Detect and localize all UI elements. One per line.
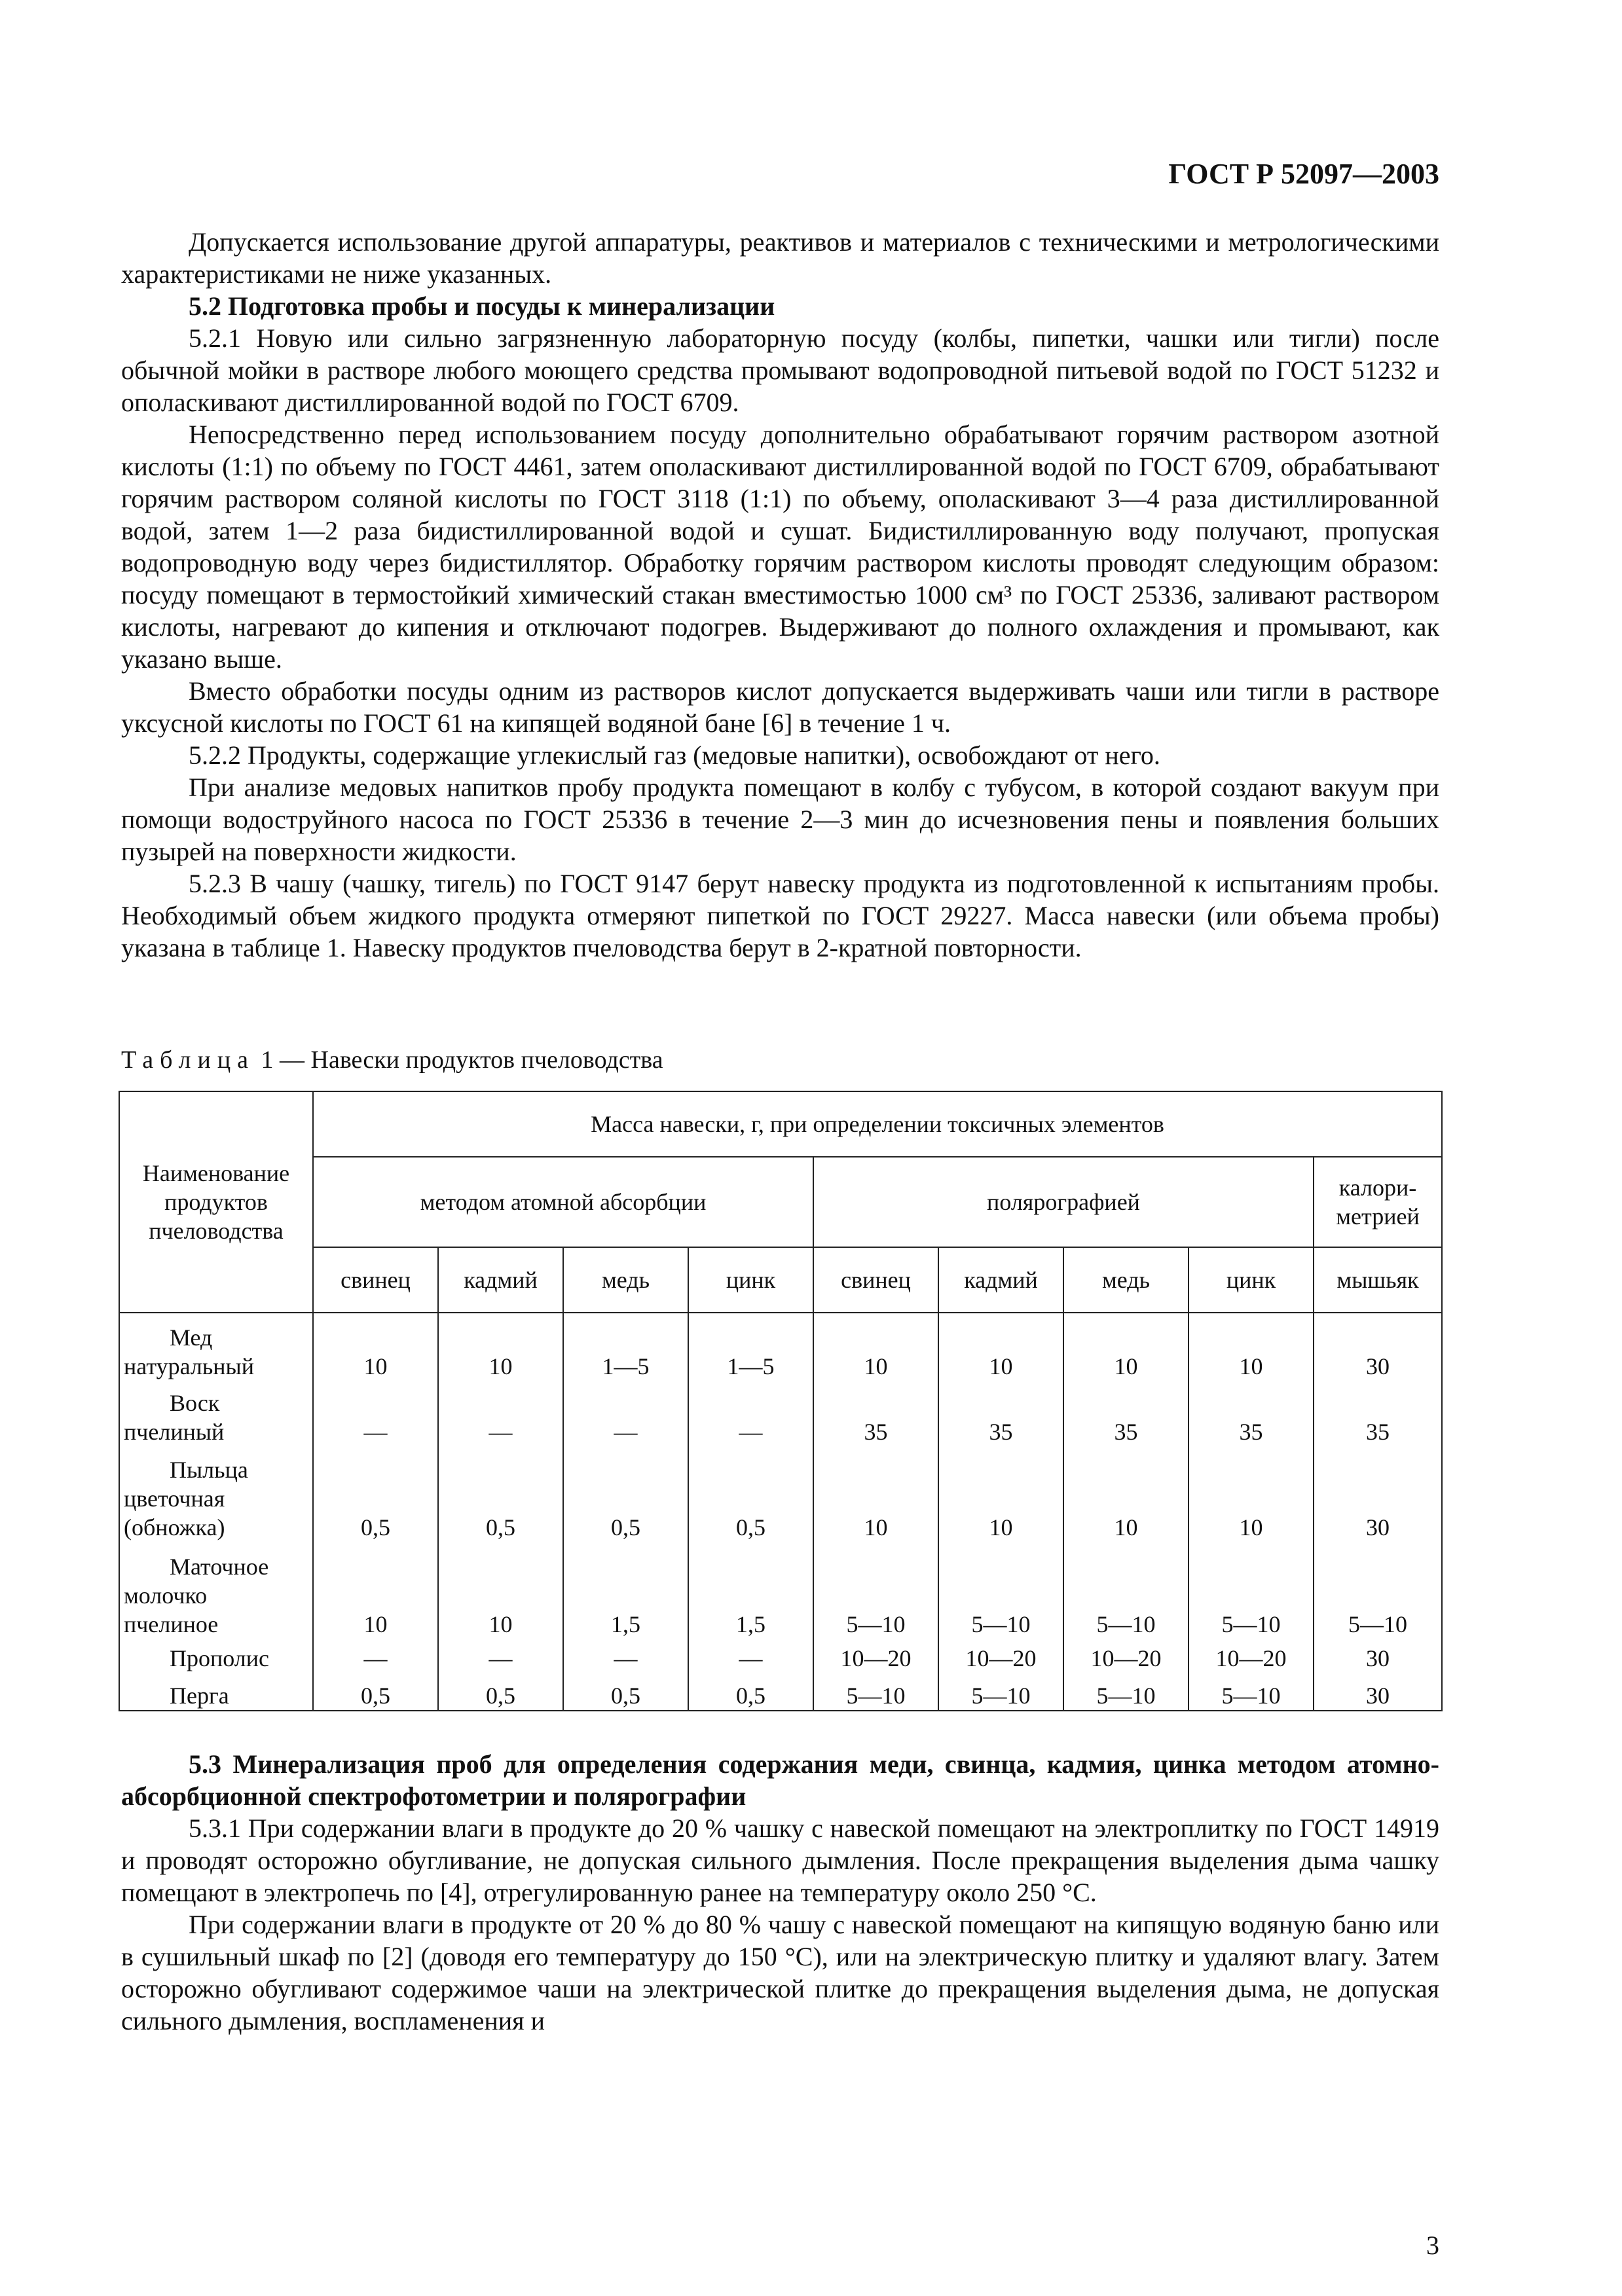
value-cell: 30 [1314,1639,1442,1673]
method-header-aas: методом атомной абсорбции [313,1157,813,1247]
value-cell: — [563,1639,688,1673]
table-row [119,1639,1442,1673]
product-name-line: Воск [170,1390,220,1416]
value-cell: 35 [813,1381,938,1446]
paragraph: Вместо обработки посуды одним из растворов кислот допускается выдерживать чаши или тигли в растворе уксусной кислоты по ГОСТ 61 на кипящей водяной бане [6] в течение 1 ч. [121,676,1439,738]
product-name-cell [119,1673,313,1711]
paragraph: Непосредственно перед использованием посуду дополнительно обрабатывают горячим раствором азотной кислоты (1:1) по объему по ГОСТ 4461, затем ополаскивают дистиллированной водой по ГОСТ 6709, обрабатывают горячим раствором соляной кислоты по ГОСТ 3118 (1:1) по объему, ополаскивают 3—4 раза дистиллированной водой, затем 1—2 раза бидистиллированной водой и сушат. Бидистиллированную воду получают, пропуская водопроводную воду через бидистиллятор. Обработку горячим раствором кислоты проводят следующим образом: посуду помещают в термостойкий химический стакан вместимостью 1000 см³ по ГОСТ 25336, заливают раствором кислоты, нагревают до кипения и отключают подогрев. Выдерживают до полного охлаждения и промывают, как указано выше. [121,420,1439,674]
value-cell: 10 [813,1313,938,1381]
page-number: 3 [1426,2231,1439,2260]
value-cell: 10 [438,1542,563,1639]
product-name-line: натуральный [124,1353,254,1379]
paragraph: 5.2.3 В чашу (чашку, тигель) по ГОСТ 9147 берут навеску продукта из подготовленной к испытаниям пробы. Необходимый объем жидкого продукта отмеряют пипеткой по ГОСТ 29227. Масса навески (или объема пробы) указана в таблице 1. Навеску продуктов пчеловодства берут в 2-кратной повторности. [121,869,1439,962]
value-cell: 5—10 [1189,1542,1314,1639]
product-name-line: Пыльца [170,1457,248,1483]
element-header: кадмий [438,1247,563,1313]
value-cell: 5—10 [1063,1542,1189,1639]
value-cell: 10—20 [1189,1639,1314,1673]
value-cell: 5—10 [1063,1673,1189,1711]
value-cell: 0,5 [313,1673,438,1711]
value-cell: 10 [1063,1313,1189,1381]
value-cell: — [438,1639,563,1673]
value-cell: 35 [1314,1381,1442,1446]
value-cell: 10—20 [938,1639,1063,1673]
text-block-bottom [121,1748,1439,2037]
value-cell: 10 [813,1446,938,1542]
table-sample-masses [119,1091,1443,1711]
product-name-line: Прополис [170,1645,269,1671]
value-cell: 0,5 [438,1673,563,1711]
value-cell: — [563,1381,688,1446]
paragraph: 5.2.1 Новую или сильно загрязненную лабораторную посуду (колбы, пипетки, чашки или тигли) после обычной мойки в растворе любого моющего средства промывают водопроводной питьевой водой по ГОСТ 51232 и ополаскивают дистиллированной водой по ГОСТ 6709. [121,323,1439,417]
product-name-line: Перга [170,1683,229,1709]
value-cell: 1,5 [563,1542,688,1639]
table-caption-text: 1 — Навески продуктов пчеловодства [255,1046,663,1074]
value-cell: 0,5 [438,1446,563,1542]
value-cell: 35 [938,1381,1063,1446]
product-name-line: молочко [124,1582,208,1609]
text-block-top [121,226,1439,964]
paragraph: При содержании влаги в продукте от 20 % до 80 % чашу с навеской помещают на кипящую водяную баню или в сушильный шкаф по [2] (доводя его температуру до 150 °С), или на электрическую плитку и удаляют влагу. Затем осторожно обугливают содержимое чаши на электрической плитке до прекращения выделения дыма, не допуская сильного дымления, воспламенения и [121,1910,1439,2035]
value-cell: 0,5 [313,1446,438,1542]
value-cell: — [438,1381,563,1446]
value-cell: 5—10 [813,1542,938,1639]
element-header: свинец [813,1247,938,1313]
value-cell: 5—10 [813,1673,938,1711]
column-header-product: Наименование продуктов пчеловодства [119,1091,313,1313]
value-cell: 10 [938,1446,1063,1542]
table-caption [121,1044,663,1076]
value-cell: 35 [1189,1381,1314,1446]
product-name-cell [119,1446,313,1542]
value-cell: 5—10 [1189,1673,1314,1711]
element-header: медь [1063,1247,1189,1313]
element-header: мышьяк [1314,1247,1442,1313]
product-name-line: пчелиный [124,1419,225,1445]
value-cell: 0,5 [688,1673,813,1711]
paragraph: 5.3.1 При содержании влаги в продукте до 20 % чашку с навеской помещают на электроплитку по ГОСТ 14919 и проводят осторожно обугливание, не допуская сильного дымления. После прекращения выделения дыма чашку помещают в электропечь по [4], отрегулированную ранее на температуру около 250 °С. [121,1813,1439,1907]
element-header: свинец [313,1247,438,1313]
value-cell: 10 [1189,1313,1314,1381]
value-cell: 30 [1314,1313,1442,1381]
value-cell: 5—10 [1314,1542,1442,1639]
product-name-line: цветочная [124,1485,225,1512]
value-cell: 30 [1314,1446,1442,1542]
element-header: медь [563,1247,688,1313]
element-header: кадмий [938,1247,1063,1313]
value-cell: 0,5 [563,1446,688,1542]
table-row [119,1542,1442,1639]
product-name-line: Маточное [170,1554,269,1580]
paragraph: Допускается использование другой аппаратуры, реактивов и материалов с техническими и метрологическими характеристиками не ниже указанных. [121,227,1439,289]
value-cell: 5—10 [938,1673,1063,1711]
element-header: цинк [688,1247,813,1313]
value-cell: — [688,1639,813,1673]
value-cell: 10 [938,1313,1063,1381]
value-cell: 10 [313,1542,438,1639]
value-cell: 1—5 [563,1313,688,1381]
method-header-polarography: полярографией [813,1157,1314,1247]
product-name-line: пчелиное [124,1611,219,1637]
value-cell: 10 [313,1313,438,1381]
value-cell: 35 [1063,1381,1189,1446]
method-header-calorimetry: калори-метрией [1314,1157,1442,1247]
table-row [119,1446,1442,1542]
table-row [119,1313,1442,1381]
element-header: цинк [1189,1247,1314,1313]
value-cell: — [313,1639,438,1673]
group-header-mass: Масса навески, г, при определении токсичных элементов [313,1091,1442,1157]
product-name-cell [119,1313,313,1381]
value-cell: 10 [1063,1446,1189,1542]
section-heading: 5.2 Подготовка пробы и посуды к минерализации [189,291,775,321]
value-cell: 30 [1314,1673,1442,1711]
value-cell: 10 [1189,1446,1314,1542]
product-name-cell [119,1542,313,1639]
paragraph: 5.2.2 Продукты, содержащие углекислый газ (медовые напитки), освобождают от него. [189,740,1160,770]
section-heading: 5.3 Минерализация проб для определения содержания меди, свинца, кадмия, цинка методом атомно-абсорбционной спектрофотометрии и полярографии [121,1749,1439,1811]
table-row [119,1673,1442,1711]
value-cell: 1,5 [688,1542,813,1639]
product-name-cell [119,1639,313,1673]
paragraph: При анализе медовых напитков пробу продукта помещают в колбу с тубусом, в которой создают вакуум при помощи водоструйного насоса по ГОСТ 25336 в течение 2—3 мин до исчезновения пены и появления больших пузырей на поверхности жидкости. [121,773,1439,866]
product-name-line: Мед [170,1324,213,1351]
table-caption-label: Таблица [121,1046,255,1074]
value-cell: 10—20 [1063,1639,1189,1673]
value-cell: — [688,1381,813,1446]
value-cell: 10 [438,1313,563,1381]
product-name-line: (обножка) [124,1514,225,1540]
value-cell: 5—10 [938,1542,1063,1639]
table-row [119,1381,1442,1446]
document-number-header: ГОСТ Р 52097—2003 [1168,158,1439,190]
product-name-cell [119,1381,313,1446]
value-cell: 0,5 [563,1673,688,1711]
value-cell: 1—5 [688,1313,813,1381]
value-cell: 10—20 [813,1639,938,1673]
value-cell: — [313,1381,438,1446]
value-cell: 0,5 [688,1446,813,1542]
